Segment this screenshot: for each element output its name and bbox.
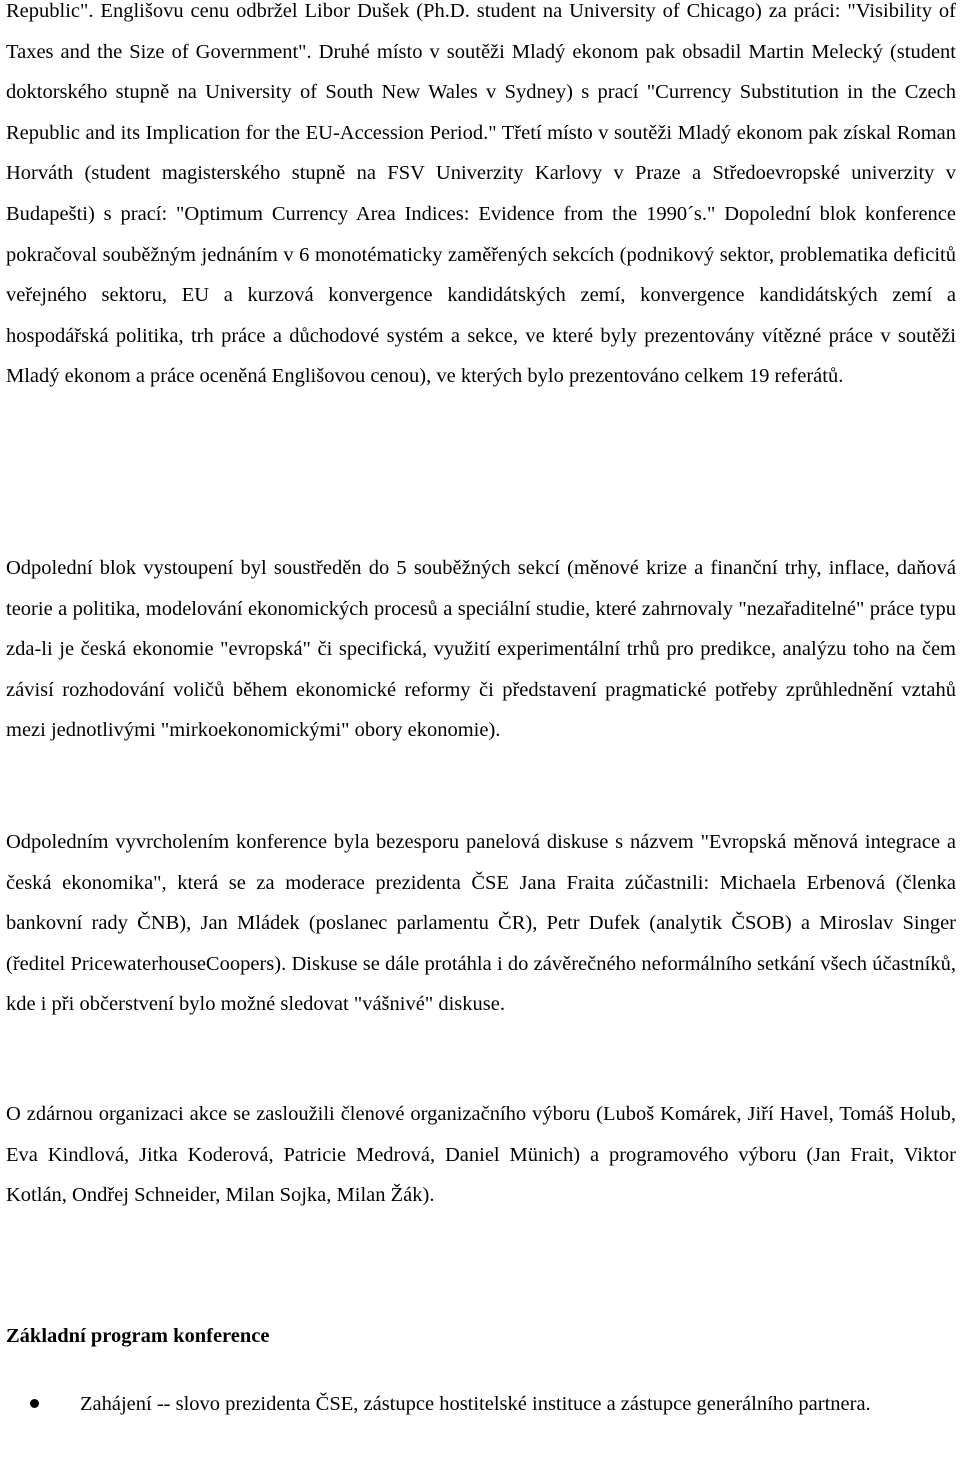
program-list (0, 1384, 960, 1425)
section-heading: Základní program konference (6, 1325, 270, 1347)
list-item (0, 1384, 960, 1425)
paragraph-afternoon-sections: Odpolední blok vystoupení byl soustředěn do 5 souběžných sekcí (měnové krize a finanční trhy, inflace, daňová teorie a politika, modelování ekonomických procesů a speciální studie, které zahrnovaly "nezařaditelné" práce typu zda-li je česká ekonomie "evropská" či specifická, využití experimentální trhů pro predikce, analýzu toho na čem závisí rozhodování voličů během ekonomické reformy či představení pragmatické potřeby zprůhlednění vztahů mezi jednotlivými "mirkoekonomickými" obory ekonomie). (6, 557, 956, 742)
paragraph-panel-discussion: Odpoledním vyvrcholením konference byla bezesporu panelová diskuse s názvem "Evropská měnová integrace a česká ekonomika", která se za moderace prezidenta ČSE Jana Fraita zúčastnili: Michaela Erbenová (členka bankovní rady ČNB), Jan Mládek (poslanec parlamentu ČR), Petr Dufek (analytik ČSOB) a Miroslav Singer (ředitel PricewaterhouseCoopers). Diskuse se dále protáhla i do závěrečného neformálního setkání všech účastníků, kde i při občerstvení bylo možné sledovat "vášnivé" diskuse. (6, 831, 956, 1016)
paragraph-organizers: O zdárnou organizaci akce se zasloužili členové organizačního výboru (Luboš Komárek, Jiří Havel, Tomáš Holub, Eva Kindlová, Jitka Koderová, Patricie Medrová, Daniel Münich) a programového výboru (Jan Frait, Viktor Kotlán, Ondřej Schneider, Milan Sojka, Milan Žák). (6, 1103, 956, 1207)
list-item-text: Zahájení -- slovo prezidenta ČSE, zástupce hostitelské instituce a zástupce generálního partnera. (80, 1393, 871, 1415)
bullet-icon (30, 1399, 39, 1408)
paragraph-awards: Republic". Englišovu cenu odbržel Libor Dušek (Ph.D. student na University of Chicago) za práci: "Visibility of Taxes and the Size of Government". Druhé místo v soutěži Mladý ekonom pak obsadil Martin Melecký (student doktorského stupně na University of South New Wales v Sydney) s prací "Currency Substitution in the Czech Republic and its Implication for the EU-Accession Period." Třetí místo v soutěži Mladý ekonom pak získal Roman Horváth (student magisterského stupně na FSV Univerzity Karlovy v Praze a Středoevropské univerzity v Budapešti) s prací: "Optimum Currency Area Indices: Evidence from the 1990´s." Dopolední blok konference pokračoval souběžným jednáním v 6 monotématicky zaměřených sekcích (podnikový sektor, problematika deficitů veřejného sektoru, EU a kurzová konvergence kandidátských zemí, konvergence kandidátských zemí a hospodářská politika, trh práce a důchodové systém a sekce, ve které byly prezentovány vítězné práce v soutěži Mladý ekonom a práce oceněná Englišovou cenou), ve kterých bylo prezentováno celkem 19 referátů. (6, 0, 956, 388)
